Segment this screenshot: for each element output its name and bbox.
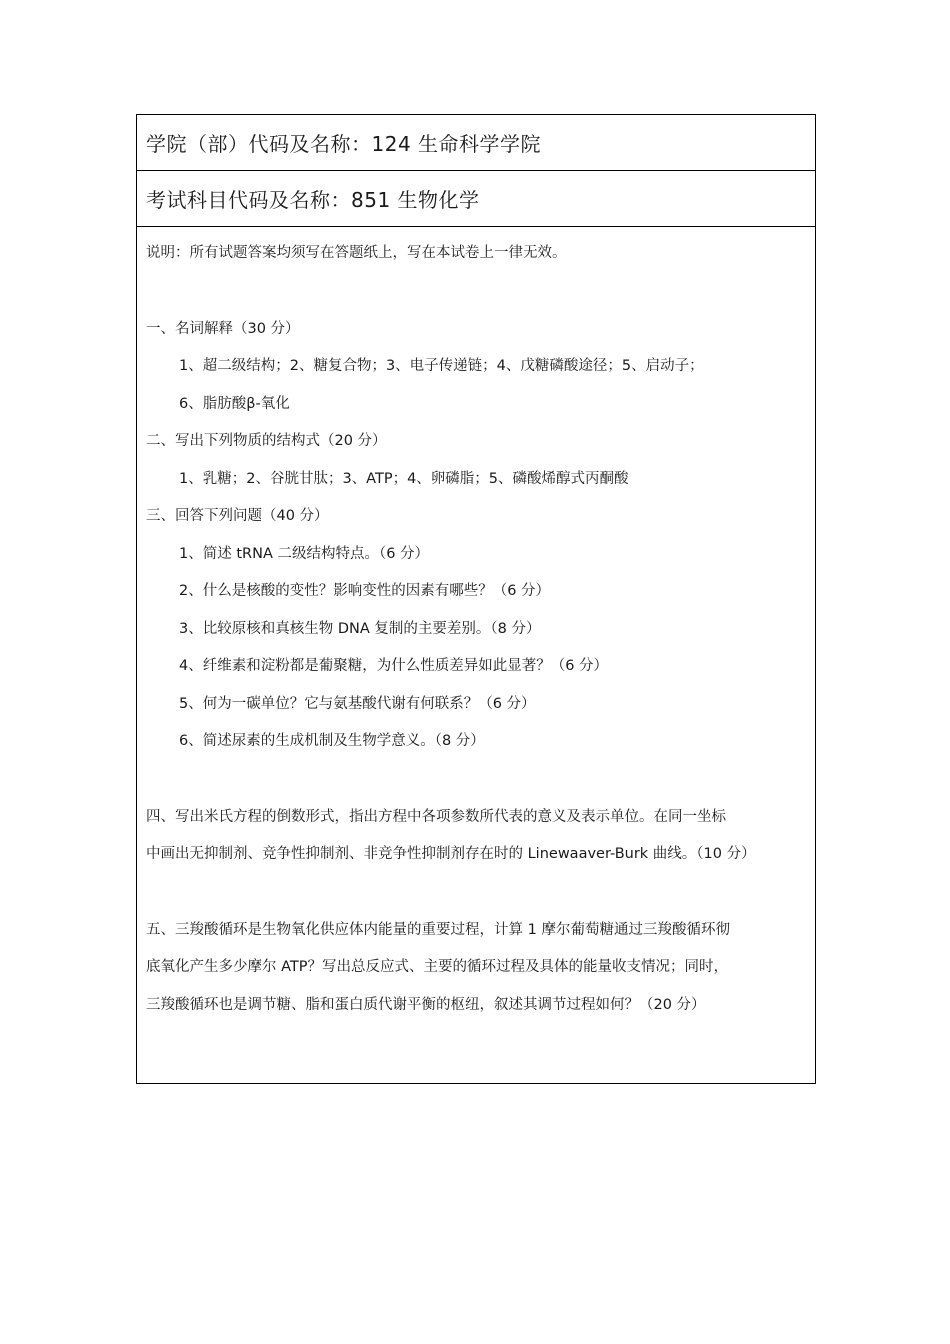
section-2-title: 二、写出下列物质的结构式（20 分） — [146, 433, 387, 449]
instructions-note: 说明：所有试题答案均须写在答题纸上，写在本试卷上一律无效。 — [146, 245, 567, 261]
exam-paper-box — [136, 114, 816, 1084]
school-name: 学院（部）代码及名称：124 生命科学学院 — [146, 132, 542, 156]
subject-header — [137, 171, 815, 227]
section-1-line: 6、脂肪酸β-氧化 — [179, 395, 290, 412]
section-2-line: 1、乳糖；2、谷胱甘肽；3、ATP；4、卵磷脂；5、磷酸烯醇式丙酮酸 — [179, 470, 629, 487]
section-4-line: 四、写出米氏方程的倒数形式，指出方程中各项参数所代表的意义及表示单位。在同一坐标 — [146, 808, 726, 825]
section-3-question: 2、什么是核酸的变性？影响变性的因素有哪些？（6 分） — [179, 583, 551, 599]
subject-name: 考试科目代码及名称：851 生物化学 — [146, 188, 480, 212]
section-3-question: 6、简述尿素的生成机制及生物学意义。（8 分） — [179, 733, 485, 749]
section-5-line: 底氧化产生多少摩尔 ATP？写出总反应式、主要的循环过程及具体的能量收支情况；同时， — [146, 959, 729, 975]
section-3-question: 4、纤维素和淀粉都是葡聚糖，为什么性质差异如此显著？（6 分） — [179, 658, 609, 674]
section-1-line: 1、超二级结构；2、糖复合物；3、电子传递链；4、戊糖磷酸途径；5、启动子； — [179, 358, 704, 374]
section-3-title: 三、回答下列问题（40 分） — [146, 508, 329, 524]
section-1-title: 一、名词解释（30 分） — [146, 320, 300, 337]
section-3-question: 5、何为一碳单位？它与氨基酸代谢有何联系？（6 分） — [179, 695, 536, 712]
section-5-line: 三羧酸循环也是调节糖、脂和蛋白质代谢平衡的枢纽，叙述其调节过程如何？（20 分） — [146, 996, 706, 1013]
school-header — [137, 115, 815, 171]
section-3-question: 3、比较原核和真核生物 DNA 复制的主要差别。（8 分） — [179, 620, 541, 637]
exam-content — [137, 227, 815, 1024]
section-3-question: 1、简述 tRNA 二级结构特点。（6 分） — [179, 545, 430, 562]
section-5-line: 五、三羧酸循环是生物氧化供应体内能量的重要过程，计算 1 摩尔葡萄糖通过三羧酸循环彻 — [146, 921, 730, 938]
section-4-line: 中画出无抑制剂、竞争性抑制剂、非竞争性抑制剂存在时的 Linewaaver-Burk 曲线。（10 分） — [146, 846, 756, 862]
